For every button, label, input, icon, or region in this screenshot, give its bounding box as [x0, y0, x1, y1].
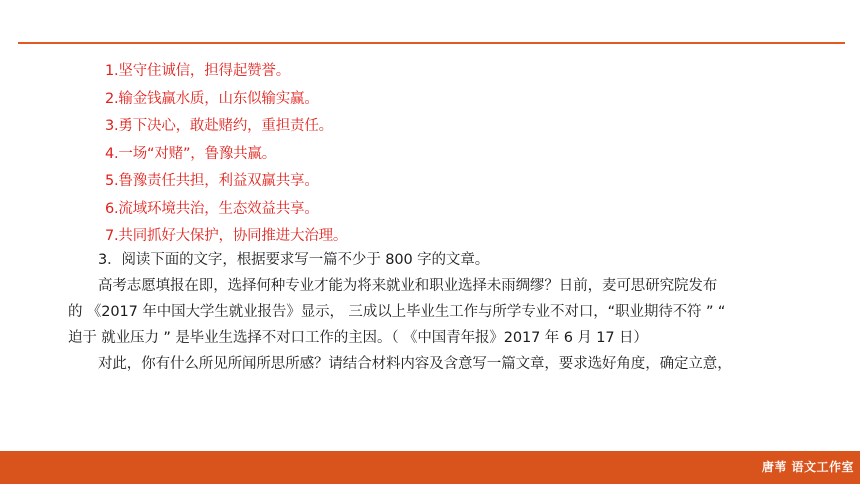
- question-heading: 3．阅读下面的文字，根据要求写一篇不少于 800 字的文章。: [98, 252, 490, 268]
- footer-brand: 唐苇 语文工作室: [761, 460, 854, 474]
- paragraph-line: 迫于 就业压力 ” 是毕业生选择不对口工作的主因。（ 《中国青年报》2017 年 6 月 17 日）: [68, 330, 648, 346]
- question-block: [68, 247, 808, 377]
- list-item: 3.勇下决心，敢赴赌约，重担责任。: [105, 118, 333, 134]
- list-item: 6.流域环境共治，生态效益共享。: [105, 200, 319, 217]
- list-item: 7.共同抓好大保护，协同推进大治理。: [105, 228, 348, 244]
- paragraph-line: 高考志愿填报在即，选择何种专业才能为将来就业和职业选择未雨绸缪？日前，麦可思研究院发布: [98, 278, 718, 294]
- list-item: 1.坚守住诚信，担得起赞誉。: [105, 63, 291, 79]
- list-item: 5.鲁豫责任共担，利益双赢共享。: [105, 173, 319, 189]
- footer-bar: [0, 451, 860, 484]
- answer-list: [105, 58, 347, 251]
- instruction-line: 对此，你有什么所见所闻所思所感？请结合材料内容及含意写一篇文章，要求选好角度，确定立意，: [98, 356, 732, 372]
- list-item: 2.输金钱赢水质，山东似输实赢。: [105, 90, 319, 107]
- list-item: 4.一场“对赌”，鲁豫共赢。: [105, 145, 277, 162]
- top-divider: [18, 42, 845, 44]
- paragraph-line: 的 《2017 年中国大学生就业报告》显示， 三成以上毕业生工作与所学专业不对口，“职业期待不符 ” “: [68, 304, 726, 320]
